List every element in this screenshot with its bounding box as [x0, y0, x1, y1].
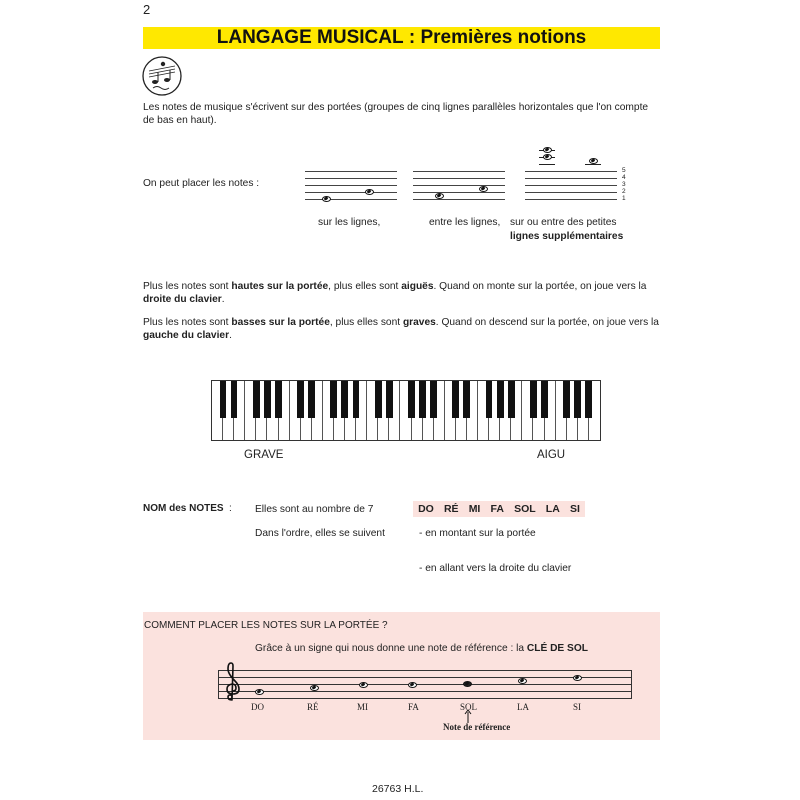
piano-black-key: [253, 381, 260, 418]
note-name: RÉ: [443, 503, 459, 515]
text-bold: droite du clavier: [143, 294, 222, 305]
piano-black-key: [220, 381, 227, 418]
treble-note-label: LA: [517, 702, 529, 712]
piano-black-key: [386, 381, 393, 418]
piano-black-key: [430, 381, 437, 418]
piano-black-key: [585, 381, 592, 418]
treble-note-label: SI: [573, 702, 582, 712]
music-notes-circle-icon: [141, 55, 183, 97]
piano-black-key: [563, 381, 570, 418]
piano-black-key: [497, 381, 504, 418]
treble-note-label: DO: [251, 702, 264, 712]
whole-note-icon: [408, 682, 417, 688]
note-count-text: Elles sont au nombre de 7: [255, 504, 374, 515]
whole-note-icon: [589, 158, 598, 164]
note-name: MI: [468, 503, 481, 515]
staff-between-lines: [413, 171, 505, 201]
whole-note-icon: [359, 682, 368, 688]
piano-black-key: [530, 381, 537, 418]
treble-note-label: MI: [357, 702, 368, 712]
text: .: [221, 294, 225, 305]
piano-black-key: [486, 381, 493, 418]
text-bold: graves: [402, 317, 436, 328]
note-name: FA: [490, 503, 504, 515]
whole-note-icon: [463, 681, 472, 687]
whole-note-icon: [365, 189, 374, 195]
staff-ledger-lines: [525, 145, 617, 205]
text: , plus elles sont: [329, 317, 403, 328]
piano-black-key: [275, 381, 282, 418]
footer-code: 26763 H.L.: [372, 783, 424, 795]
line-number: 1: [622, 195, 626, 202]
high-notes-paragraph: [143, 280, 660, 306]
line-number: 4: [622, 174, 626, 181]
grave-label: GRAVE: [244, 449, 284, 461]
note-name: DO: [418, 503, 434, 515]
page-title: [143, 27, 660, 49]
aigu-label: AIGU: [537, 449, 566, 461]
piano-black-key: [375, 381, 382, 418]
text: , plus elles sont: [328, 281, 402, 292]
line-number: 3: [622, 181, 626, 188]
piano-black-key: [264, 381, 271, 418]
note-names-colon: :: [229, 503, 232, 514]
caption-ledger-prefix: sur ou entre des petites: [510, 217, 617, 228]
whole-note-icon: [543, 147, 552, 153]
text: . Quand on monte sur la portée, on joue vers la: [433, 281, 647, 292]
piano-black-key: [419, 381, 426, 418]
text-bold: aiguës: [401, 281, 434, 292]
piano-black-key: [463, 381, 470, 418]
caption-on-lines: sur les lignes,: [318, 217, 381, 228]
piano-black-key: [231, 381, 238, 418]
whole-note-icon: [435, 193, 444, 199]
note-name: LA: [545, 503, 560, 515]
text: .: [229, 330, 232, 341]
text-bold: gauche du clavier: [143, 330, 230, 341]
text-bold: CLÉ DE SOL: [526, 643, 588, 654]
piano-black-key: [330, 381, 337, 418]
line-number: 2: [622, 188, 626, 195]
whole-note-icon: [518, 678, 527, 684]
piano-black-key: [508, 381, 515, 418]
note-name: SI: [569, 503, 580, 515]
treble-clef-icon: [222, 662, 242, 702]
note-names-heading: NOM des NOTES: [143, 503, 224, 514]
title-separator: :: [403, 27, 421, 48]
treble-note-label: FA: [408, 702, 419, 712]
whole-note-icon: [310, 685, 319, 691]
treble-note-label: RÉ: [307, 702, 319, 712]
page-number: 2: [143, 2, 151, 17]
piano-black-key: [353, 381, 360, 418]
treble-note-label: SOL: [460, 702, 478, 712]
treble-question: COMMENT PLACER LES NOTES SUR LA PORTÉE ?: [144, 620, 388, 631]
order-text: Dans l'ordre, elles se suivent: [255, 528, 385, 539]
piano-black-key: [408, 381, 415, 418]
note-name: SOL: [514, 503, 536, 515]
staff-on-lines: [305, 171, 397, 201]
text: . Quand on descend sur la portée, on joue vers la: [435, 317, 659, 328]
whole-note-icon: [573, 675, 582, 681]
line-number: 5: [622, 167, 626, 174]
order-keyboard-right: - en allant vers la droite du clavier: [419, 563, 572, 574]
title-main: LANGAGE MUSICAL: [216, 27, 404, 48]
title-sub: Premières notions: [420, 27, 587, 48]
whole-note-icon: [479, 186, 488, 192]
whole-note-icon: [543, 154, 552, 160]
staff-line-numbers: [622, 167, 626, 202]
whole-note-icon: [322, 196, 331, 202]
piano-black-key: [341, 381, 348, 418]
order-ascending: - en montant sur la portée: [419, 528, 536, 539]
intro-paragraph: Les notes de musique s'écrivent sur des portées (groupes de cinq lignes parallèles horizontales que l'on compte de bas en haut).: [143, 102, 649, 126]
treble-intro: [255, 642, 588, 655]
text: Grâce à un signe qui nous donne une note de référence : la: [255, 643, 527, 654]
piano-black-key: [452, 381, 459, 418]
reference-note-label: Note de référence: [443, 722, 511, 732]
caption-ledger: [510, 216, 660, 243]
piano-black-key: [574, 381, 581, 418]
treble-staff: [218, 662, 632, 702]
text-bold: hautes sur la portée: [231, 281, 329, 292]
piano-black-key: [308, 381, 315, 418]
placement-label: On peut placer les notes :: [143, 178, 260, 189]
piano-black-key: [541, 381, 548, 418]
whole-note-icon: [255, 689, 264, 695]
text: Plus les notes sont: [143, 317, 232, 328]
piano-black-key: [297, 381, 304, 418]
caption-ledger-bold: lignes supplémentaires: [510, 231, 624, 242]
low-notes-paragraph: [143, 316, 660, 342]
caption-between-lines: entre les lignes,: [429, 217, 501, 228]
piano-keyboard: [211, 380, 601, 441]
text: Plus les notes sont: [143, 281, 232, 292]
text-bold: basses sur la portée: [231, 317, 330, 328]
note-names-list: [413, 501, 585, 517]
